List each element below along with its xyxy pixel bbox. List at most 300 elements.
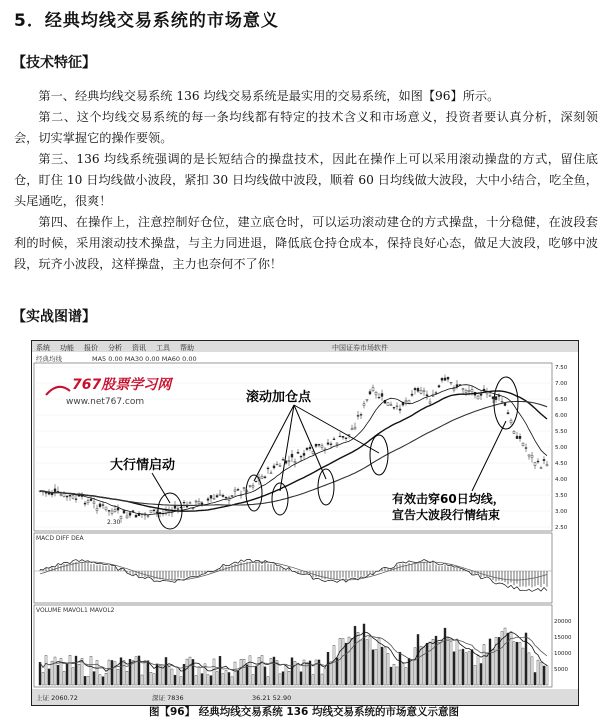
volume-bar [90,656,92,685]
price-tick-label: 6.00 [555,413,568,419]
annotation-rolling: 滚动加仓点 [246,390,312,405]
price-tick-label: 4.50 [555,461,568,467]
price-tick-label: 2.50 [555,525,568,531]
volume-bar [99,675,101,685]
volume-bar [108,660,110,685]
volume-bar [528,653,530,685]
volume-bar [57,665,59,685]
volume-bar [189,657,191,685]
candle-body [222,495,224,496]
volume-bar [222,674,224,685]
candle-body [276,464,278,465]
candle-body [375,392,377,395]
volume-tick-label: 5000 [554,667,568,673]
candle-body [411,394,413,395]
status-mid: 深证 7836 [152,694,184,702]
candle-body [201,503,203,505]
volume-bar [357,632,359,685]
volume-bar [225,670,227,685]
volume-bar [471,650,473,685]
candle-body [261,476,263,478]
volume-bar [414,648,416,685]
paragraph-2: 第二、这个均线交易系统的每一条均线都有特定的技术含义和市场意义，投资者要认真分析，深刻领会，切实掌握它的操作要领。 [14,110,598,145]
volume-tick-label: 20000 [554,619,572,625]
candle-body [447,377,449,379]
candle-body [510,420,512,423]
candle-body [195,501,197,502]
candle-body [450,382,452,383]
candle-body [309,447,311,448]
price-tick-label: 5.00 [555,445,568,451]
menu-item[interactable]: 工具 [156,344,170,352]
candle-body [93,502,95,504]
candle-body [105,507,107,510]
candle-body [114,510,116,512]
volume-bar [321,674,323,685]
volume-bar [228,672,230,685]
candle-body [405,400,407,402]
price-tick-label: 3.00 [555,509,568,515]
volume-bar [369,637,371,685]
volume-bar [249,656,251,685]
candle-body [198,501,200,503]
candle-body [468,390,470,392]
volume-bar [216,672,218,685]
volume-bar [171,669,173,685]
volume-bar [492,649,494,685]
candle-body [54,489,56,492]
status-bar [32,689,578,705]
price-tick-label: 7.00 [555,381,568,387]
candle-body [504,403,506,405]
volume-bar [522,648,524,685]
volume-bar [477,656,479,685]
candle-body [99,504,101,507]
volume-bar [198,667,200,685]
volume-bar [48,669,50,685]
paragraph-4: 第四、在操作上，注意控制好仓位，建立底仓时，可以运功滚动建仓的方式操盘，十分稳健，在波段套利的时候，采用滚动技术操盘，与主力同进退，降低底仓持仓成本，保持良好心态，做足大波段，吃够中波段，玩齐小波段，这样操盘，主力也奈何不了你！ [14,215,598,271]
candle-body [270,473,272,474]
paragraph-block [14,86,598,275]
volume-label: VOLUME MAVOL1 MAVOL2 [36,607,115,614]
chart-figure [31,340,579,706]
volume-bar [177,668,179,685]
toolbar-title: 中国证券市场软件 [332,344,388,352]
volume-bar [441,641,443,685]
candle-body [363,404,365,406]
volume-bar [411,659,413,685]
candle-body [132,511,134,512]
menu-item[interactable]: 资讯 [132,344,146,352]
volume-bar [543,666,545,685]
volume-bar [102,677,104,685]
candle-body [315,444,317,446]
volume-bar [153,674,155,685]
candle-body [321,446,323,448]
candle-body [177,509,179,510]
candle-body [264,477,266,478]
volume-bar [300,672,302,685]
price-tick-label: 7.50 [555,365,568,371]
ma-legend: MA5 0.00 MA30 0.00 MA60 0.00 [92,355,197,363]
annotation-end-line2: 宣告大波段行情结束 [392,508,501,522]
volume-bar [156,664,158,685]
candle-body [135,515,137,517]
volume-bar [195,675,197,685]
candle-body [72,496,74,498]
candle-body [471,390,473,392]
volume-bar [219,656,221,685]
menu-item[interactable]: 帮助 [180,344,194,352]
volume-bar [297,663,299,685]
volume-bar [246,665,248,685]
volume-bar [366,640,368,685]
price-tick-label: 3.50 [555,493,568,499]
volume-bar [375,649,377,685]
volume-bar [144,661,146,685]
volume-tick-label: 10000 [554,651,572,657]
volume-bar [279,674,281,685]
annotation-end-line1: 有效击穿60日均线， [392,492,505,506]
candle-body [84,503,86,504]
window-title: 经典均线 [36,355,62,363]
volume-bar [453,652,455,685]
candle-body [300,456,302,457]
price-tick-label: 6.50 [555,397,568,403]
volume-bar [243,659,245,685]
volume-bar [66,664,68,685]
candle-body [333,439,335,440]
volume-bar [282,672,284,685]
menu-item[interactable]: 功能 [60,344,74,352]
candle-body [537,461,539,462]
candle-body [339,436,341,437]
volume-bar [87,676,89,685]
volume-bar [333,645,335,685]
candle-body [507,413,509,414]
volume-bar [261,655,263,685]
volume-bar [432,639,434,685]
candle-body [294,461,296,463]
volume-bar [462,649,464,685]
volume-bar [510,632,512,685]
candle-body [396,406,398,407]
candle-body [489,396,491,397]
volume-bar [405,668,407,685]
watermark-url: www.net767.com [66,397,145,407]
candle-body [267,468,269,469]
candle-body [69,495,71,496]
volume-bar [456,639,458,685]
volume-bar [381,647,383,685]
candle-body [189,503,191,504]
candle-body [207,499,209,500]
candle-body [318,444,320,445]
section-heading-tech: 【技术特征】 [12,55,96,71]
candle-body [522,443,524,446]
candle-body [429,402,431,403]
candle-body [357,415,359,416]
candle-body [477,396,479,399]
page-title: 5．经典均线交易系统的市场意义 [14,11,279,31]
candle-body [150,510,152,512]
candle-body [372,388,374,391]
volume-bar [348,637,350,685]
volume-bar [327,652,329,685]
candle-body [342,436,344,437]
candle-body [237,489,239,490]
candle-body [102,505,104,506]
volume-bar [186,659,188,685]
candle-body [279,466,281,467]
price-tick-label: 4.00 [555,477,568,483]
stock-chart-svg [32,341,578,705]
volume-bar [351,638,353,685]
candle-body [435,393,437,394]
volume-tick-label: 15000 [554,635,572,641]
candle-body [153,510,155,511]
candle-body [534,463,536,466]
volume-bar [237,671,239,685]
candle-body [423,390,425,391]
volume-bar [72,668,74,685]
candle-body [348,434,350,435]
candle-body [441,378,443,380]
volume-bar [483,644,485,685]
figure-caption: 图【96】 经典均线交易系统 136 均线交易系统的市场意义示意图 [149,706,459,718]
candle-body [480,394,482,395]
volume-bar [498,637,500,685]
volume-bar [393,664,395,685]
candle-body [45,492,47,493]
volume-bar [45,655,47,685]
candle-body [387,403,389,406]
volume-bar [114,662,116,685]
volume-bar [123,661,125,685]
candle-body [543,459,545,460]
volume-bar [213,659,215,685]
candle-body [540,468,542,469]
volume-bar [168,667,170,685]
candle-body [288,460,290,461]
volume-bar [474,665,476,685]
candle-body [366,399,368,400]
candle-body [219,494,221,495]
volume-bar [360,640,362,685]
volume-bar [402,664,404,685]
volume-bar [258,657,260,685]
volume-bar [105,673,107,685]
candle-body [174,506,176,509]
candle-body [216,496,218,498]
candle-body [87,501,89,503]
candle-body [501,401,503,402]
candle-body [96,508,98,510]
volume-bar [534,672,536,685]
volume-bar [426,643,428,685]
volume-bar [417,634,419,685]
candle-body [75,499,77,500]
volume-bar [324,669,326,685]
volume-bar [291,658,293,685]
menu-item[interactable]: 报价 [84,344,98,352]
candle-body [408,401,410,403]
candle-body [129,513,131,516]
volume-bar [159,665,161,685]
candle-body [516,436,518,439]
candle-body [111,511,113,513]
candle-body [60,495,62,496]
volume-bar [384,648,386,685]
volume-bar [519,643,521,685]
candle-body [360,414,362,415]
volume-bar [39,662,41,685]
volume-bar [435,636,437,685]
volume-bar [264,667,266,685]
volume-bar [180,677,182,685]
candle-body [282,459,284,460]
volume-bar [468,652,470,685]
volume-bar [69,655,71,685]
volume-bar [51,661,53,685]
candle-body [255,481,257,482]
volume-bar [117,669,119,685]
volume-bar [378,638,380,685]
candle-body [354,427,356,429]
candle-body [126,516,128,518]
candle-body [336,443,338,444]
volume-bar [63,671,65,685]
volume-bar [459,650,461,685]
candle-body [249,486,251,487]
volume-bar [138,656,140,685]
candle-body [117,508,119,510]
volume-bar [345,643,347,685]
volume-bar [438,642,440,685]
candle-body [303,453,305,455]
volume-bar [201,674,203,685]
candle-body [390,405,392,406]
volume-bar [252,675,254,685]
candle-body [306,448,308,450]
volume-bar [342,639,344,685]
volume-bar [210,676,212,685]
volume-bar [132,661,134,685]
candle-body [297,452,299,453]
menu-item[interactable]: 系统 [36,344,50,352]
volume-bar [234,662,236,685]
candle-body [210,495,212,498]
volume-bar [111,660,113,685]
watermark-brand: 767股票学习网 [72,377,172,393]
candle-body [252,486,254,487]
candle-body [381,393,383,396]
volume-bar [447,638,449,685]
volume-bar [513,642,515,685]
volume-bar [546,666,548,685]
paragraph-3: 第三、136 均线系统强调的是长短结合的操盘技术，因此在操作上可以采用滚动操盘的方式，留住底仓，盯住 10 日均线做小波段，紧扣 30 日均线做中波段，顺着 60 日均线做大波段，大中小结合，吃全鱼，头尾通吃，很爽！ [14,152,598,208]
price-tick-label: 5.50 [555,429,568,435]
volume-bar [390,667,392,685]
volume-bar [165,657,167,685]
volume-bar [489,639,491,685]
candle-body [330,444,332,445]
volume-bar [330,662,332,685]
volume-axis-ticks [554,619,572,673]
candle-body [147,516,149,517]
volume-bar [399,652,401,685]
volume-bar [465,653,467,685]
volume-bar [480,663,482,685]
volume-bar [126,671,128,685]
candle-body [66,496,68,497]
section-heading-chart: 【实战图谱】 [12,309,96,325]
annotation-start: 大行情启动 [110,458,176,473]
volume-bar [288,671,290,685]
volume-bar [516,642,518,685]
volume-bar [135,657,137,685]
volume-bar [339,638,341,685]
volume-bar [240,659,242,685]
volume-bar [84,676,86,685]
volume-bar [231,677,233,685]
volume-bar [537,660,539,685]
candle-body [369,392,371,394]
volume-bar [147,661,149,685]
candle-body [420,390,422,393]
candle-body [513,431,515,433]
volume-bar [54,657,56,685]
candle-body [213,498,215,499]
volume-bar [78,664,80,685]
volume-bar [420,646,422,685]
candle-body [528,455,530,456]
candle-body [417,388,419,391]
candle-body [378,397,380,398]
volume-bar [93,672,95,685]
volume-bar [354,626,356,685]
volume-bar [429,642,431,685]
candle-body [465,390,467,392]
candle-body [393,407,395,408]
candle-body [123,510,125,513]
volume-bar [531,657,533,685]
volume-bar [423,647,425,685]
macd-label: MACD DIFF DEA [36,535,84,542]
candle-body [546,464,548,465]
candle-body [456,385,458,387]
volume-bar [285,666,287,685]
candle-body [519,436,521,438]
status-right: 36.21 52.90 [252,694,292,702]
menu-item[interactable]: 分析 [108,344,122,352]
volume-bar [387,653,389,685]
volume-bar [312,675,314,685]
candle-body [231,496,233,497]
volume-bar [174,675,176,685]
candle-body [291,454,293,457]
volume-bar [540,662,542,685]
volume-bar [150,672,152,685]
price-axis-ticks [555,365,568,531]
candle-body [90,499,92,501]
volume-bar [486,653,488,685]
volume-bar [255,666,257,685]
candle-body [414,388,416,390]
candle-body [345,438,347,439]
volume-bar [525,633,527,685]
paragraph-1: 第一、经典均线交易系统 136 均线交易系统是最实用的交易系统，如图【96】所示。 [38,89,500,103]
